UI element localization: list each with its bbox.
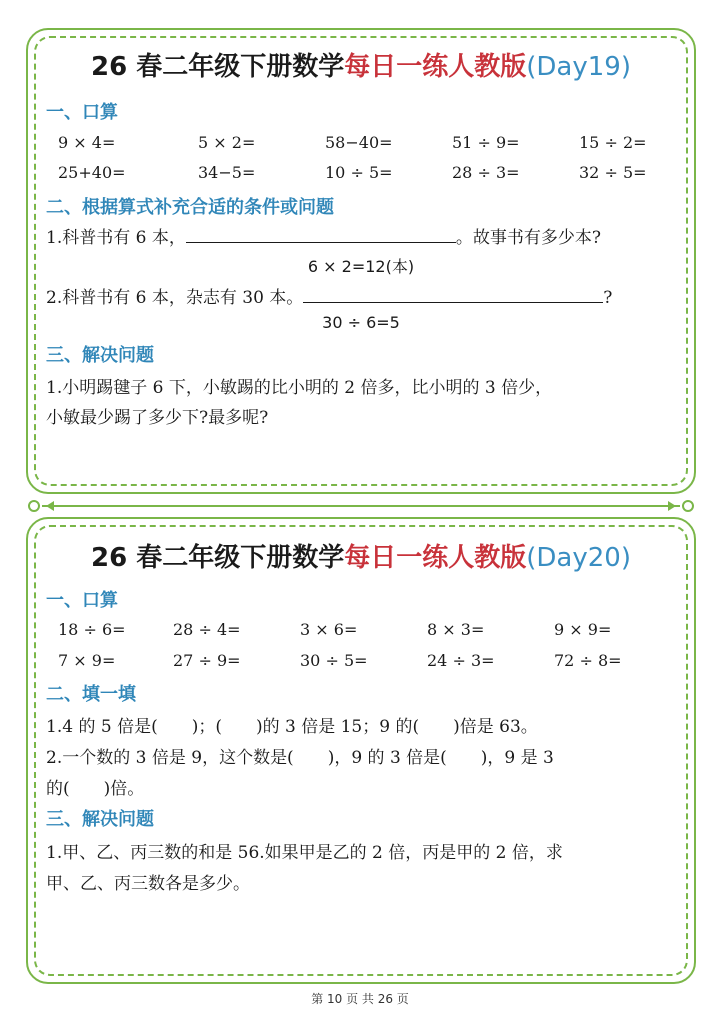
section-problem: 三、解决问题 — [46, 345, 154, 366]
answer-blank — [186, 227, 456, 243]
fill-line-1: 1.4 的 5 倍是( )；( )的 3 倍是 15；9 的( )倍是 63。 — [46, 717, 538, 737]
fill-line-3: 的( )倍。 — [46, 779, 145, 799]
worksheet-day19: 26 春二年级下册数学每日一练人教版(Day19) 一、口算 9 × 4= 5 × 2= 58−40= 51 ÷ 9= 15 ÷ 2= 25+40= 34−5= 10 ÷ 5= 28 ÷ 3= 32 ÷ 5= 二、根据算式补充合适的条件或问题 1.科普书有 6 本， 。故事书有多少本? 6 × 2=12(本) 2.科普书有 6 本，杂志有 30 本。 ? 30 ÷ 6=5 三、解决问题 1.小明踢毽子 6 下，小敏踢的比小明的 2 倍多，比小明的 3 倍少， 小敏最少踢了多少下?最多呢? — [26, 28, 696, 494]
question-1: 1.科普书有 6 本， 。故事书有多少本? — [46, 228, 601, 248]
section-oral: 一、口算 — [46, 102, 118, 123]
formula-2: 30 ÷ 6=5 — [322, 313, 400, 332]
fill-line-2: 2.一个数的 3 倍是 9，这个数是( )，9 的 3 倍是( )，9 是 3 — [46, 748, 554, 768]
worksheet-day20: 26 春二年级下册数学每日一练人教版(Day20) 一、口算 18 ÷ 6= 28 ÷ 4= 3 × 6= 8 × 3= 9 × 9= 7 × 9= 27 ÷ 9= 30 ÷ 5= 24 ÷ 3= 72 ÷ 8= 二、填一填 1.4 的 5 倍是( )；( )的 3 倍是 15；9 的( )倍是 63。 2.一个数的 3 倍是 9，这个数是( )，9 的 3 倍是( )，9 是 3 的( )倍。 三、解决问题 1.甲、乙、丙三数的和是 56.如果甲是乙的 2 倍，丙是甲的 2 倍，求 甲、乙、丙三数各是多少。 — [26, 517, 696, 984]
section-oral: 一、口算 — [46, 590, 118, 611]
page-number: 第 10 页 共 26 页 — [311, 992, 409, 1006]
answer-blank — [303, 287, 603, 303]
section-fill: 二、填一填 — [46, 684, 136, 705]
problem-line-1: 1.甲、乙、丙三数的和是 56.如果甲是乙的 2 倍，丙是甲的 2 倍，求 — [46, 843, 563, 863]
vine-divider — [26, 499, 696, 513]
problem-line-1: 1.小明踢毽子 6 下，小敏踢的比小明的 2 倍多，比小明的 3 倍少， — [46, 378, 553, 398]
formula-1: 6 × 2=12(本) — [307, 257, 415, 276]
title-day19: 26 春二年级下册数学每日一练人教版(Day19) — [91, 52, 631, 82]
problem-line-2: 小敏最少踢了多少下?最多呢? — [46, 408, 269, 428]
problem-line-2: 甲、乙、丙三数各是多少。 — [46, 874, 250, 894]
title-day20: 26 春二年级下册数学每日一练人教版(Day20) — [91, 543, 631, 573]
question-2: 2.科普书有 6 本，杂志有 30 本。 ? — [46, 288, 613, 308]
section-problem: 三、解决问题 — [46, 809, 154, 830]
section-supplement: 二、根据算式补充合适的条件或问题 — [46, 197, 334, 218]
